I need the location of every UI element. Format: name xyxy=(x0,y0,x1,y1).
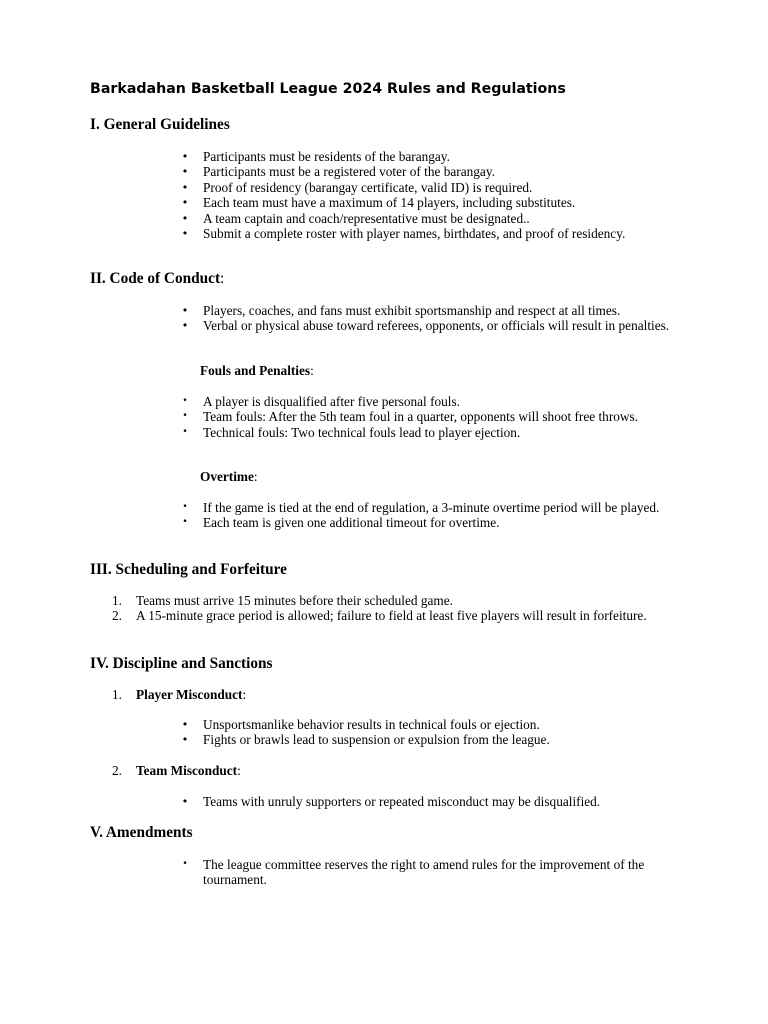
list-item-text: Teams with unruly supporters or repeated misconduct may be disqualified. xyxy=(203,794,601,809)
bullet-icon: • xyxy=(181,718,189,731)
amendments-list xyxy=(182,857,683,888)
section-heading-conduct xyxy=(90,269,224,289)
list-item xyxy=(182,500,683,515)
subheading-text: Team Misconduct xyxy=(136,763,238,778)
subheading-colon: : xyxy=(237,763,241,778)
bullet-icon: • xyxy=(182,411,188,422)
list-number: 1. xyxy=(112,687,122,702)
list-item-text: Team fouls: After the 5th team foul in a quarter, opponents will shoot free throws. xyxy=(203,409,639,425)
subheading-fouls xyxy=(200,363,314,378)
list-item-text: Proof of residency (barangay certificate, valid ID) is required. xyxy=(203,179,533,195)
player-misconduct-list xyxy=(181,717,683,748)
bullet-icon: • xyxy=(181,304,189,317)
code-of-conduct-list xyxy=(181,303,683,334)
bullet-icon: • xyxy=(181,319,189,333)
list-item xyxy=(181,303,683,318)
subheading-overtime xyxy=(200,469,258,484)
list-item xyxy=(182,515,683,531)
bullet-icon: • xyxy=(181,733,189,747)
section-heading-scheduling: III. Scheduling and Forfeiture xyxy=(90,561,287,578)
subheading-text: Overtime xyxy=(200,469,254,484)
list-number: 1. xyxy=(112,593,122,608)
list-item xyxy=(181,226,683,242)
list-item xyxy=(181,210,683,226)
list-item-text: Teams must arrive 15 minutes before their scheduled game. xyxy=(136,593,453,608)
bullet-icon: • xyxy=(181,211,189,225)
bullet-icon: • xyxy=(182,502,188,512)
section-heading-discipline: IV. Discipline and Sanctions xyxy=(90,655,273,672)
list-item xyxy=(181,794,683,809)
subheading-colon: : xyxy=(253,469,258,484)
bullet-icon: • xyxy=(181,227,189,241)
list-number: 2. xyxy=(112,608,122,624)
subheading-text: Player Misconduct xyxy=(136,687,243,702)
bullet-icon: • xyxy=(182,426,188,437)
list-item-text: Each team is given one additional timeout for overtime. xyxy=(203,515,500,531)
section-heading-text: II. Code of Conduct xyxy=(90,270,221,287)
bullet-icon: • xyxy=(182,517,188,528)
bullet-icon: • xyxy=(181,196,189,210)
list-item-text: A player is disqualified after five personal fouls. xyxy=(203,394,460,409)
overtime-list xyxy=(182,500,683,531)
bullet-icon: • xyxy=(181,165,189,179)
list-item xyxy=(181,318,683,334)
list-item xyxy=(181,149,683,164)
list-item xyxy=(182,394,683,409)
list-item xyxy=(181,179,683,195)
list-item-text: If the game is tied at the end of regulation, a 3-minute overtime period will be played. xyxy=(203,500,660,515)
bullet-icon: • xyxy=(181,150,189,163)
fouls-list xyxy=(182,394,683,440)
list-item-text: Technical fouls: Two technical fouls lead to player ejection. xyxy=(203,424,521,440)
list-item xyxy=(181,195,683,211)
list-item xyxy=(181,732,683,748)
bullet-icon: • xyxy=(181,795,189,808)
list-item-text: Verbal or physical abuse toward referees, opponents, or officials will result in penalties. xyxy=(203,318,670,334)
section-heading-general: I. General Guidelines xyxy=(90,116,230,133)
list-item-text: A 15-minute grace period is allowed; failure to field at least five players will result in forfeiture. xyxy=(136,608,647,624)
bullet-icon: • xyxy=(181,180,189,194)
team-misconduct-list xyxy=(181,794,683,809)
list-item-text: Each team must have a maximum of 14 players, including substitutes. xyxy=(203,195,576,211)
subheading-colon: : xyxy=(242,687,247,702)
scheduling-list xyxy=(112,593,686,624)
subheading-colon: : xyxy=(310,363,314,378)
list-item xyxy=(182,409,683,425)
list-number: 2. xyxy=(112,763,122,778)
list-item xyxy=(112,608,686,624)
list-item-text: Fights or brawls lead to suspension or expulsion from the league. xyxy=(203,732,550,748)
list-item-text: A team captain and coach/representative must be designated.. xyxy=(203,210,530,226)
list-item-text: Participants must be residents of the barangay. xyxy=(203,149,450,164)
list-item xyxy=(112,593,686,608)
subheading-team-misconduct xyxy=(112,763,241,778)
list-item-text: Unsportsmanlike behavior results in technical fouls or ejection. xyxy=(203,717,540,732)
list-item-text: Participants must be a registered voter of the barangay. xyxy=(203,164,495,180)
document-title: Barkadahan Basketball League 2024 Rules and Regulations xyxy=(90,81,566,97)
list-item-text: Players, coaches, and fans must exhibit sportsmanship and respect at all times. xyxy=(203,303,621,318)
list-item xyxy=(181,164,683,180)
bullet-icon: • xyxy=(182,396,188,406)
heading-colon: : xyxy=(220,270,225,287)
section-heading-amendments: V. Amendments xyxy=(90,824,193,841)
bullet-icon: • xyxy=(182,859,188,869)
subheading-text: Fouls and Penalties xyxy=(200,363,311,378)
list-item xyxy=(182,857,683,888)
list-item xyxy=(182,424,683,440)
list-item-text: Submit a complete roster with player names, birthdates, and proof of residency. xyxy=(203,226,626,242)
general-guidelines-list xyxy=(181,149,683,242)
subheading-player-misconduct xyxy=(112,687,246,702)
list-item xyxy=(181,717,683,732)
list-item-text: The league committee reserves the right to amend rules for the improvement of the tournament. xyxy=(203,857,645,888)
